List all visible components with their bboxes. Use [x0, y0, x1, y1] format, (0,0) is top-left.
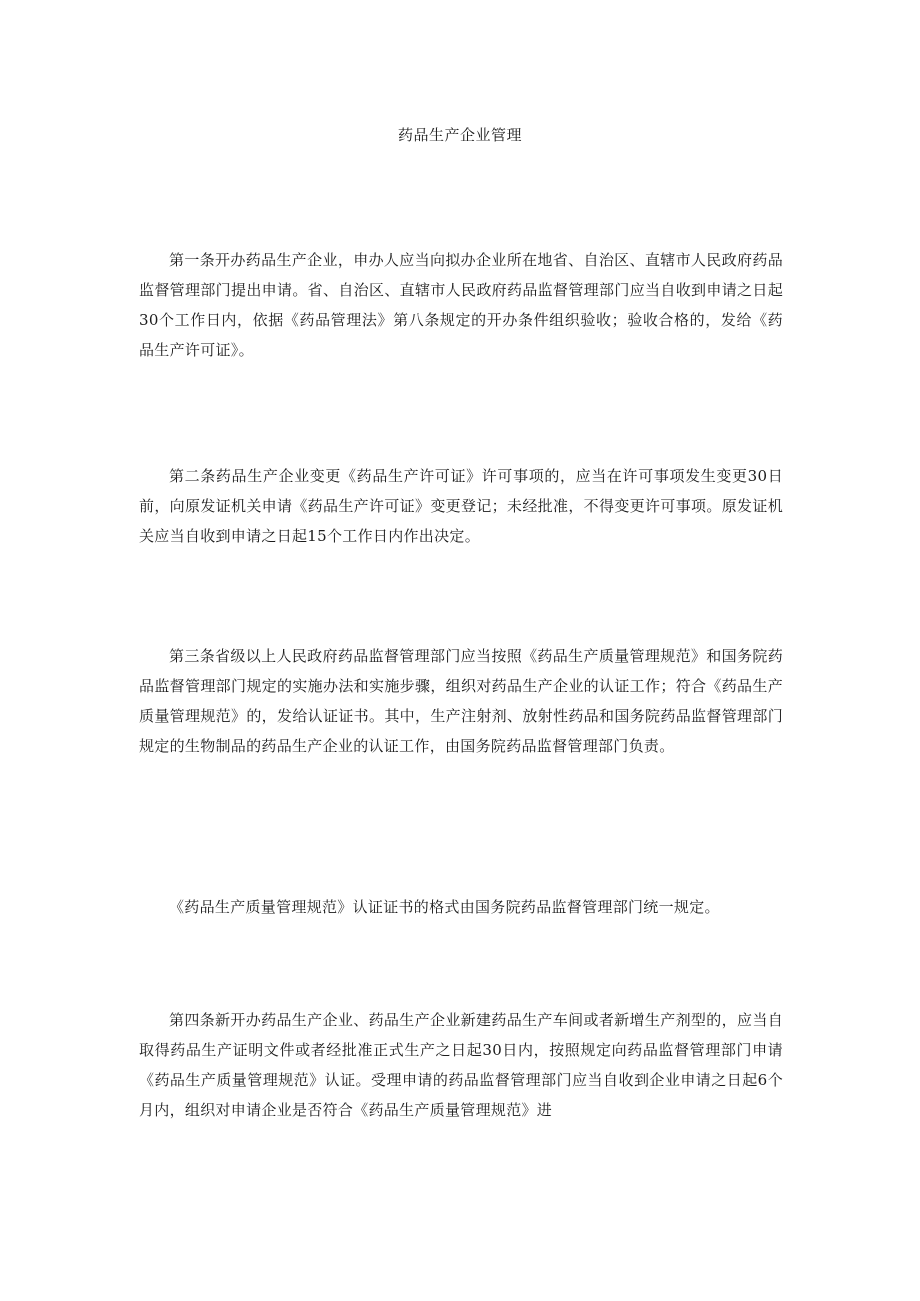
- article-1-paragraph: 第一条开办药品生产企业，申办人应当向拟办企业所在地省、自治区、直辖市人民政府药品监督管理部门提出申请。省、自治区、直辖市人民政府药品监督管理部门应当自收到申请之日起30个工作日内，依据《药品管理法》第八条规定的开办条件组织验收；验收合格的，发给《药品生产许可证》。: [139, 251, 783, 359]
- article-2-paragraph: 第二条药品生产企业变更《药品生产许可证》许可事项的，应当在许可事项发生变更30日前，向原发证机关申请《药品生产许可证》变更登记；未经批准，不得变更许可事项。原发证机关应当自收到申请之日起15个工作日内作出决定。: [139, 467, 783, 545]
- article-3-paragraph: 第三条省级以上人民政府药品监督管理部门应当按照《药品生产质量管理规范》和国务院药品监督管理部门规定的实施办法和实施步骤，组织对药品生产企业的认证工作；符合《药品生产质量管理规范》的，发给认证证书。其中，生产注射剂、放射性药品和国务院药品监督管理部门规定的生物制品的药品生产企业的认证工作，由国务院药品监督管理部门负责。: [139, 647, 783, 755]
- document-title: 药品生产企业管理: [397, 126, 522, 144]
- certificate-format-paragraph: 《药品生产质量管理规范》认证证书的格式由国务院药品监督管理部门统一规定。: [169, 898, 720, 916]
- article-4-paragraph: 第四条新开办药品生产企业、药品生产企业新建药品生产车间或者新增生产剂型的，应当自取得药品生产证明文件或者经批准正式生产之日起30日内，按照规定向药品监督管理部门申请《药品生产质量管理规范》认证。受理申请的药品监督管理部门应当自收到企业申请之日起6个月内，组织对申请企业是否符合《药品生产质量管理规范》进: [139, 1011, 783, 1119]
